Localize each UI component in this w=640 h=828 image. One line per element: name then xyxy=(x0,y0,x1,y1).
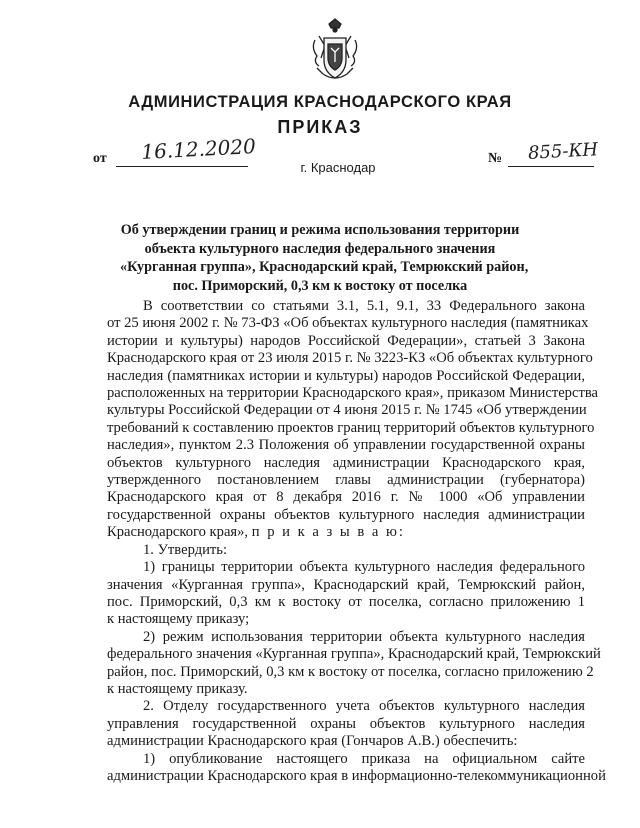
body-line-text: Краснодарского края», xyxy=(107,524,249,541)
body-line: В соответствии со статьями 3.1, 5.1, 9.1, 33 Федерального закона xyxy=(143,298,585,314)
body-line: 1) опубликование настоящего приказа на официальном сайте xyxy=(143,750,585,767)
body-line: 2. Отделу государственного учета объектов культурного наследия xyxy=(143,698,585,715)
body-line: наследия (памятниках истории и культуры) народов Российской Федерации, xyxy=(107,367,585,384)
body-line: администрации Краснодарского края в информационно-телекоммуникационной xyxy=(107,767,606,784)
document-date: 16.12.2020 xyxy=(140,134,257,164)
title-line: объекта культурного наследия федерального значения xyxy=(144,240,496,257)
number-label: № xyxy=(488,151,503,166)
krasnodar-coat-of-arms-icon xyxy=(309,18,361,84)
city: г. Краснодар xyxy=(300,160,376,175)
body-line: государственной охраны объектов культурного наследия администрации xyxy=(107,506,585,523)
body-line: район, пос. Приморский, 0,3 км к востоку от поселка, согласно приложению 2 xyxy=(107,663,594,680)
body-line: от 25 июня 2002 г. № 73-ФЗ «Об объектах культурного наследия (памятниках xyxy=(107,315,589,332)
title-line: Об утверждении границ и режима использования территории xyxy=(120,222,520,238)
body-line: расположенных на территории Краснодарского края», приказом Министерства xyxy=(107,385,599,402)
number-underline xyxy=(508,166,594,167)
body-line: пос. Приморский, 0,3 км к востоку от поселка, согласно приложению 1 xyxy=(107,593,585,610)
title-line: «Курганная группа», Краснодарский край, Темрюкский район, xyxy=(120,259,529,275)
body-line: истории и культуры) народов Российской Федерации», статьей 3 Закона xyxy=(107,332,585,349)
body-line: наследия», пунктом 2.3 Положения об управлении государственной охраны xyxy=(107,437,585,454)
body-line: 2) режим использования территории объекта культурного наследия xyxy=(143,628,585,645)
document-type: ПРИКАЗ xyxy=(277,117,363,137)
date-label: от xyxy=(93,151,107,166)
body-line: к настоящему приказу. xyxy=(107,680,248,697)
title-line: пос. Приморский, 0,3 км к востоку от поселка xyxy=(172,277,468,294)
body-line: утвержденного постановлением главы администрации (губернатора) xyxy=(107,472,585,489)
body-line: администрации Краснодарского края (Гончаров А.В.) обеспечить: xyxy=(107,733,518,750)
body-line: требований к составлению проектов границ территорий объектов культурного xyxy=(107,419,595,436)
body-line: Краснодарского края от 23 июля 2015 г. № 3223-КЗ «Об объектах культурного xyxy=(107,350,593,367)
document-title xyxy=(120,221,529,295)
body-line: федерального значения «Курганная группа», Краснодарский край, Темрюкский xyxy=(107,646,601,663)
organization-name: АДМИНИСТРАЦИЯ КРАСНОДАРСКОГО КРАЯ xyxy=(128,93,512,111)
body-line: объектов культурного наследия администрации Краснодарского края, xyxy=(107,454,585,471)
body-line: культуры Российской Федерации от 4 июня 2015 г. № 1745 «Об утверждении xyxy=(107,402,587,419)
body-line: к настоящему приказу; xyxy=(107,611,250,628)
body-line: управления государственной охраны объектов культурного наследия xyxy=(107,715,585,732)
body-line: Краснодарского края от 8 декабря 2016 г. № 1000 «Об управлении xyxy=(107,489,585,506)
body-line: 1. Утвердить: xyxy=(143,541,228,558)
body-line: 1) границы территории объекта культурного наследия федерального xyxy=(143,559,585,576)
document-body xyxy=(107,298,606,785)
document-number: 855-КН xyxy=(527,139,599,164)
body-line: значения «Курганная группа», Краснодарский край, Темрюкский район, xyxy=(107,576,585,593)
body-line-with-decree xyxy=(107,524,585,541)
decree-word: п р и к а з ы в а ю: xyxy=(251,524,405,541)
